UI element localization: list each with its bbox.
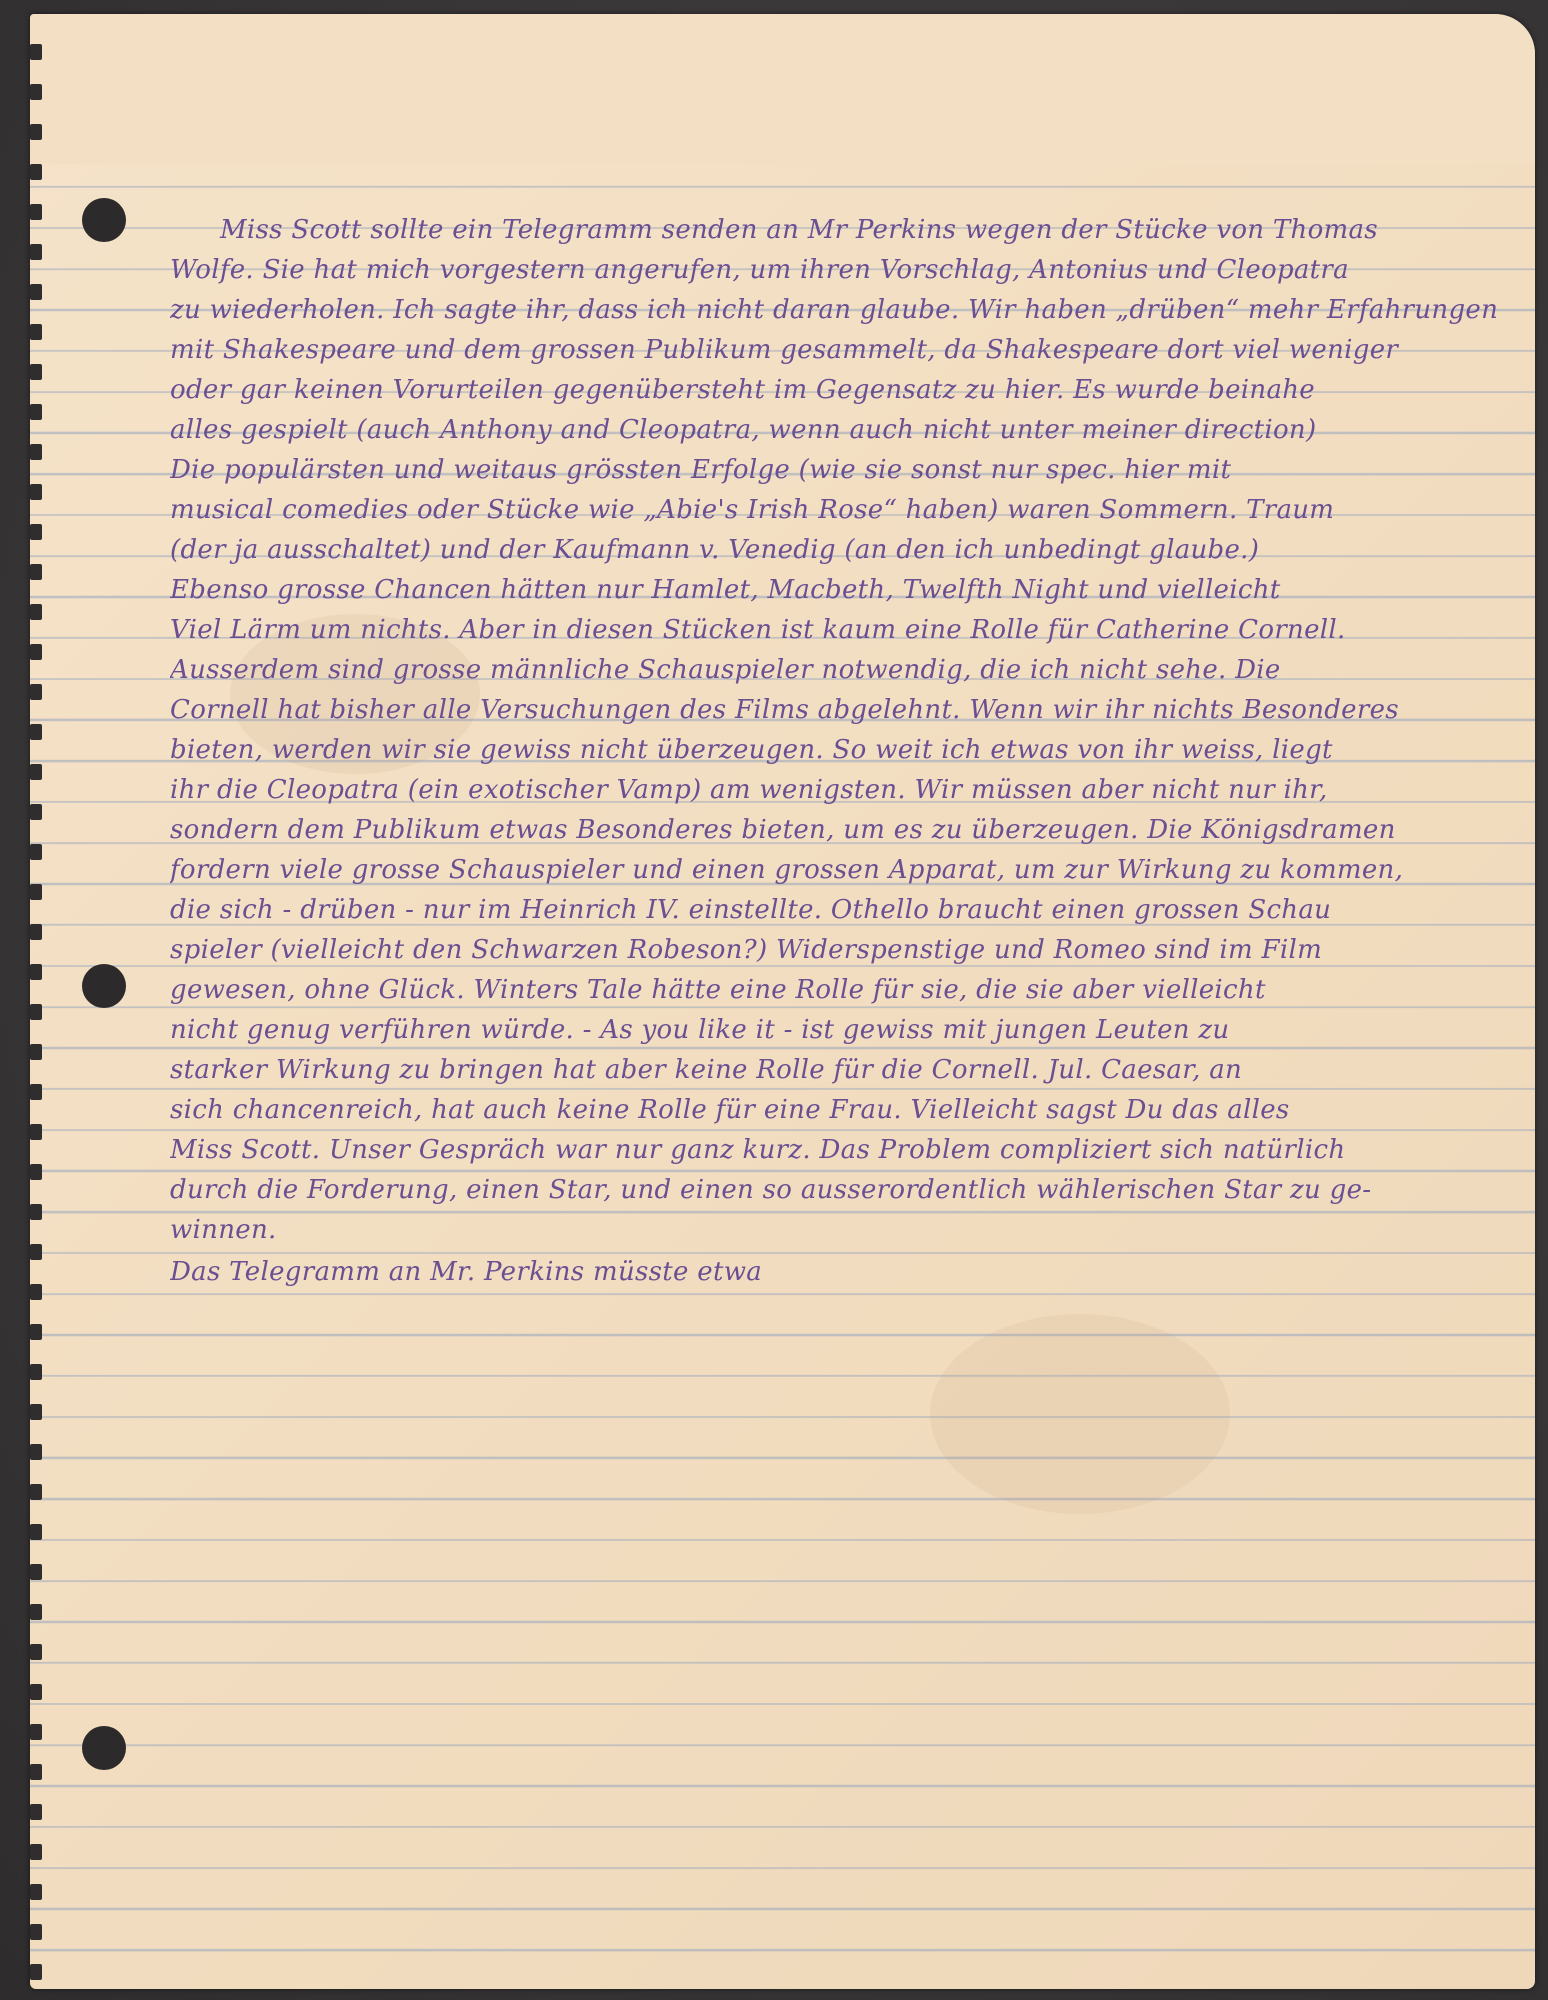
perforation-mark <box>30 1564 42 1580</box>
perforation-mark <box>30 44 42 60</box>
perforation-mark <box>30 244 42 260</box>
perforation-mark <box>30 1164 42 1180</box>
handwritten-line: sondern dem Publikum etwas Besonderes bieten, um es zu überzeugen. Die Königsdramen <box>170 815 1396 845</box>
perforation-mark <box>30 1004 42 1020</box>
perforation-mark <box>30 1524 42 1540</box>
perforation-mark <box>30 84 42 100</box>
perforation-mark <box>30 1844 42 1860</box>
perforation-mark <box>30 124 42 140</box>
handwritten-line: Ebenso grosse Chancen hätten nur Hamlet, Macbeth, Twelfth Night und vielleicht <box>170 575 1281 605</box>
perforation-mark <box>30 524 42 540</box>
paper-stain <box>930 1314 1230 1514</box>
perforation-mark <box>30 724 42 740</box>
handwritten-line: oder gar keinen Vorurteilen gegenübersteht im Gegensatz zu hier. Es wurde beinahe <box>170 375 1315 405</box>
binder-hole <box>82 964 126 1008</box>
perforation-mark <box>30 1604 42 1620</box>
page-top-margin <box>30 14 1535 164</box>
binder-hole <box>82 198 126 242</box>
perforation-mark <box>30 404 42 420</box>
handwritten-line: (der ja ausschaltet) und der Kaufmann v. Venedig (an den ich unbedingt glaube.) <box>170 535 1260 565</box>
perforation-mark <box>30 804 42 820</box>
handwritten-line: mit Shakespeare und dem grossen Publikum gesammelt, da Shakespeare dort viel weniger <box>170 335 1399 365</box>
handwritten-line: Viel Lärm um nichts. Aber in diesen Stücken ist kaum eine Rolle für Catherine Cornell. <box>170 615 1346 645</box>
perforation-mark <box>30 1084 42 1100</box>
perforation-mark <box>30 1284 42 1300</box>
handwritten-line: ihr die Cleopatra (ein exotischer Vamp) am wenigsten. Wir müssen aber nicht nur ihr, <box>170 775 1328 805</box>
perforation-mark <box>30 1484 42 1500</box>
perforation-mark <box>30 484 42 500</box>
perforation-mark <box>30 644 42 660</box>
perforation-mark <box>30 924 42 940</box>
perforation-mark <box>30 1444 42 1460</box>
perforation-mark <box>30 444 42 460</box>
handwritten-letter <box>170 210 1535 1292</box>
handwritten-line: winnen. <box>170 1215 277 1245</box>
handwritten-line: fordern viele grosse Schauspieler und einen grossen Apparat, um zur Wirkung zu kommen, <box>170 855 1404 885</box>
perforation-mark <box>30 684 42 700</box>
perforation-mark <box>30 1244 42 1260</box>
handwritten-line: Miss Scott. Unser Gespräch war nur ganz kurz. Das Problem compliziert sich natürlich <box>170 1135 1346 1165</box>
perforation-mark <box>30 1364 42 1380</box>
perforation-mark <box>30 1124 42 1140</box>
perforation-mark <box>30 364 42 380</box>
perforation-mark <box>30 1724 42 1740</box>
handwritten-line: alles gespielt (auch Anthony and Cleopatra, wenn auch nicht unter meiner direction) <box>170 415 1317 445</box>
perforation-mark <box>30 964 42 980</box>
notebook-page <box>30 14 1535 1989</box>
handwritten-line: musical comedies oder Stücke wie „Abie's Irish Rose“ haben) waren Sommern. Traum <box>170 495 1335 525</box>
perforation-mark <box>30 204 42 220</box>
handwritten-line: bieten, werden wir sie gewiss nicht überzeugen. So weit ich etwas von ihr weiss, liegt <box>170 735 1333 765</box>
handwritten-line: Die populärsten und weitaus grössten Erfolge (wie sie sonst nur spec. hier mit <box>170 455 1232 485</box>
handwritten-line: Miss Scott sollte ein Telegramm senden an Mr Perkins wegen der Stücke von Thomas <box>220 215 1378 245</box>
perforation-mark <box>30 164 42 180</box>
handwritten-line: die sich - drüben - nur im Heinrich IV. einstellte. Othello braucht einen grossen Schau <box>170 895 1332 925</box>
handwritten-line: Cornell hat bisher alle Versuchungen des Films abgelehnt. Wenn wir ihr nichts Besonderes <box>170 695 1399 725</box>
perforation-mark <box>30 1404 42 1420</box>
perforation-mark <box>30 1964 42 1980</box>
perforation-mark <box>30 1044 42 1060</box>
perforation-mark <box>30 1804 42 1820</box>
perforation-mark <box>30 324 42 340</box>
perforation-mark <box>30 604 42 620</box>
perforation-mark <box>30 284 42 300</box>
handwritten-line: zu wiederholen. Ich sagte ihr, dass ich nicht daran glaube. Wir haben „drüben“ mehr Erfahrungen <box>170 295 1499 325</box>
handwritten-line: Ausserdem sind grosse männliche Schauspieler notwendig, die ich nicht sehe. Die <box>170 655 1281 685</box>
handwritten-line: starker Wirkung zu bringen hat aber keine Rolle für die Cornell. Jul. Caesar, an <box>170 1055 1243 1085</box>
binder-hole <box>82 1726 126 1770</box>
perforation-mark <box>30 564 42 580</box>
perforation-mark <box>30 884 42 900</box>
perforation-mark <box>30 1924 42 1940</box>
handwritten-line: sich chancenreich, hat auch keine Rolle für eine Frau. Vielleicht sagst Du das alles <box>170 1095 1290 1125</box>
perforation-mark <box>30 1884 42 1900</box>
perforation-strip <box>30 14 50 1989</box>
handwritten-line: spieler (vielleicht den Schwarzen Robeson?) Widerspenstige und Romeo sind im Film <box>170 935 1323 965</box>
perforation-mark <box>30 1204 42 1220</box>
handwritten-line: Das Telegramm an Mr. Perkins müsste etwa <box>170 1257 763 1287</box>
handwritten-line: gewesen, ohne Glück. Winters Tale hätte eine Rolle für sie, die sie aber vielleicht <box>170 975 1266 1005</box>
perforation-mark <box>30 1644 42 1660</box>
handwritten-line: durch die Forderung, einen Star, und einen so ausserordentlich wählerischen Star zu ge- <box>170 1175 1372 1205</box>
perforation-mark <box>30 1324 42 1340</box>
perforation-mark <box>30 1764 42 1780</box>
perforation-mark <box>30 844 42 860</box>
handwritten-line: Wolfe. Sie hat mich vorgestern angerufen, um ihren Vorschlag, Antonius und Cleopatra <box>170 255 1349 285</box>
perforation-mark <box>30 764 42 780</box>
perforation-mark <box>30 1684 42 1700</box>
handwritten-line: nicht genug verführen würde. - As you like it - ist gewiss mit jungen Leuten zu <box>170 1015 1230 1045</box>
